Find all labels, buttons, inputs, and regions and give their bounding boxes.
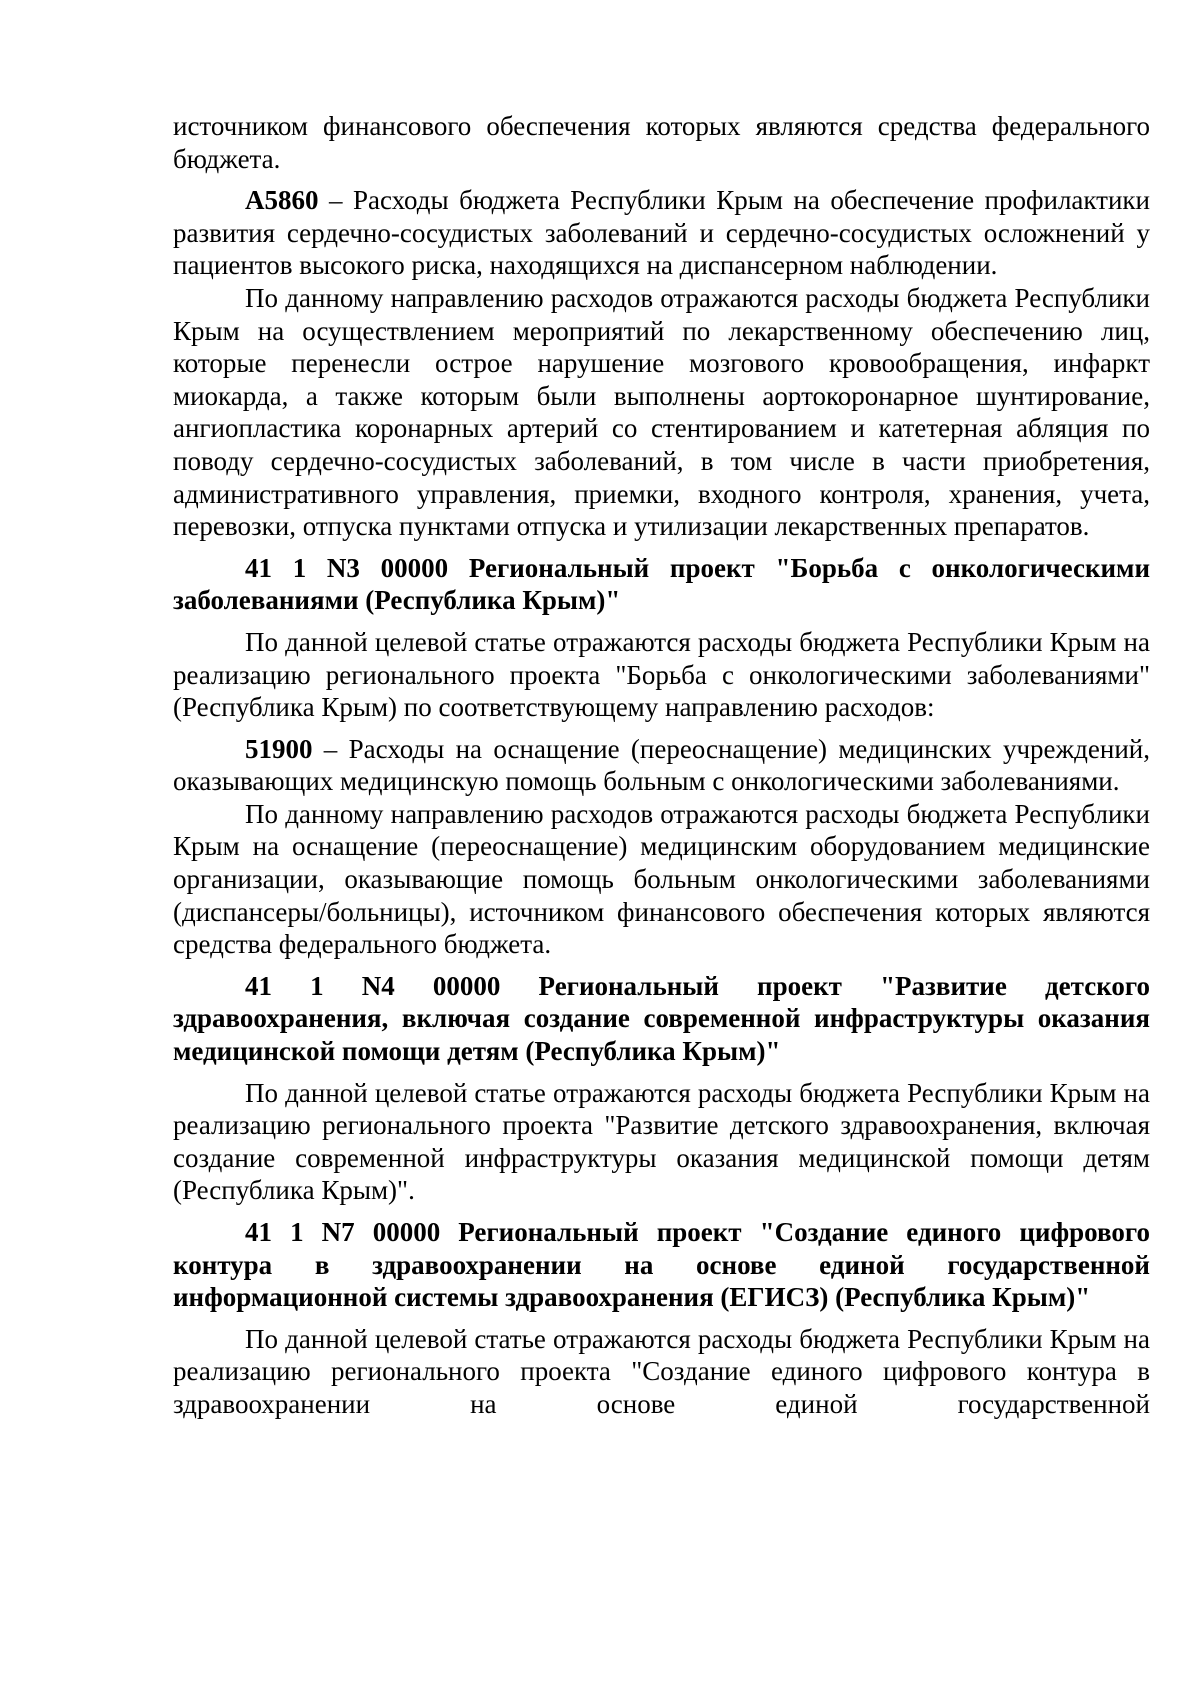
paragraph-n3-description <box>173 626 1150 724</box>
expense-description: – Расходы бюджета Республики Крым на обеспечение профилактики развития сердечно-сосудистых заболеваний и сердечно-сосудистых осложнений у пациентов высокого риска, находящихся на диспансерном наблюдении. <box>173 185 1150 281</box>
heading-text: 41 1 N4 00000 Региональный проект "Развитие детского здравоохранения, включая создание современной инфраструктуры оказания медицинской помощи детям (Республика Крым)" <box>173 970 1150 1067</box>
document-page <box>173 110 1150 1421</box>
paragraph-text: По данной целевой статье отражаются расходы бюджета Республики Крым на реализацию регионального проекта "Создание единого цифрового контура в здравоохранении на основе единой государственной <box>173 1323 1150 1419</box>
section-heading-n3 <box>173 552 1150 617</box>
heading-text: 41 1 N3 00000 Региональный проект "Борьба с онкологическими заболеваниями (Республика Крым)" <box>173 552 1150 616</box>
expense-item-51900 <box>173 733 1150 798</box>
section-heading-n7 <box>173 1216 1150 1314</box>
paragraph-51900-details <box>173 798 1150 961</box>
paragraph-n7-description <box>173 1323 1150 1421</box>
paragraph-text: По данному направлению расходов отражаются расходы бюджета Республики Крым на оснащение (переоснащение) медицинским оборудованием медицинские организации, оказывающие помощь больным онкологическими заболеваниями (диспансеры/больницы), источником финансового обеспечения которых являются средства федерального бюджета. <box>173 798 1150 960</box>
paragraph-continuation <box>173 110 1150 175</box>
expense-description: – Расходы на оснащение (переоснащение) медицинских учреждений, оказывающих медицинскую помощь больным с онкологическими заболеваниями. <box>173 733 1150 797</box>
paragraph-n4-description <box>173 1077 1150 1207</box>
section-heading-n4 <box>173 970 1150 1068</box>
paragraph-text: По данному направлению расходов отражаются расходы бюджета Республики Крым на осуществлением мероприятий по лекарственному обеспечению лиц, которые перенесли острое нарушение мозгового кровообращения, инфаркт миокарда, а также которым были выполнены аортокоронарное шунтирование, ангиопластика коронарных артерий со стентированием и катетерная абляция по поводу сердечно-сосудистых заболеваний, в том числе в части приобретения, административного управления, приемки, входного контроля, хранения, учета, перевозки, отпуска пунктами отпуска и утилизации лекарственных препаратов. <box>173 282 1150 542</box>
expense-code: 51900 <box>245 733 313 764</box>
expense-item-a5860 <box>173 184 1150 282</box>
expense-code: А5860 <box>245 185 319 216</box>
paragraph-text: По данной целевой статье отражаются расходы бюджета Республики Крым на реализацию регионального проекта "Борьба с онкологическими заболеваниями" (Республика Крым) по соответствующему направлению расходов: <box>173 626 1150 723</box>
paragraph-text: источником финансового обеспечения которых являются средства федерального бюджета. <box>173 111 1150 174</box>
paragraph-a5860-details <box>173 282 1150 543</box>
paragraph-text: По данной целевой статье отражаются расходы бюджета Республики Крым на реализацию регионального проекта "Развитие детского здравоохранения, включая создание современной инфраструктуры оказания медицинской помощи детям (Республика Крым)". <box>173 1077 1150 1206</box>
heading-text: 41 1 N7 00000 Региональный проект "Создание единого цифрового контура в здравоохранении на основе единой государственной информационной системы здравоохранения (ЕГИСЗ) (Республика Крым)" <box>173 1217 1150 1313</box>
